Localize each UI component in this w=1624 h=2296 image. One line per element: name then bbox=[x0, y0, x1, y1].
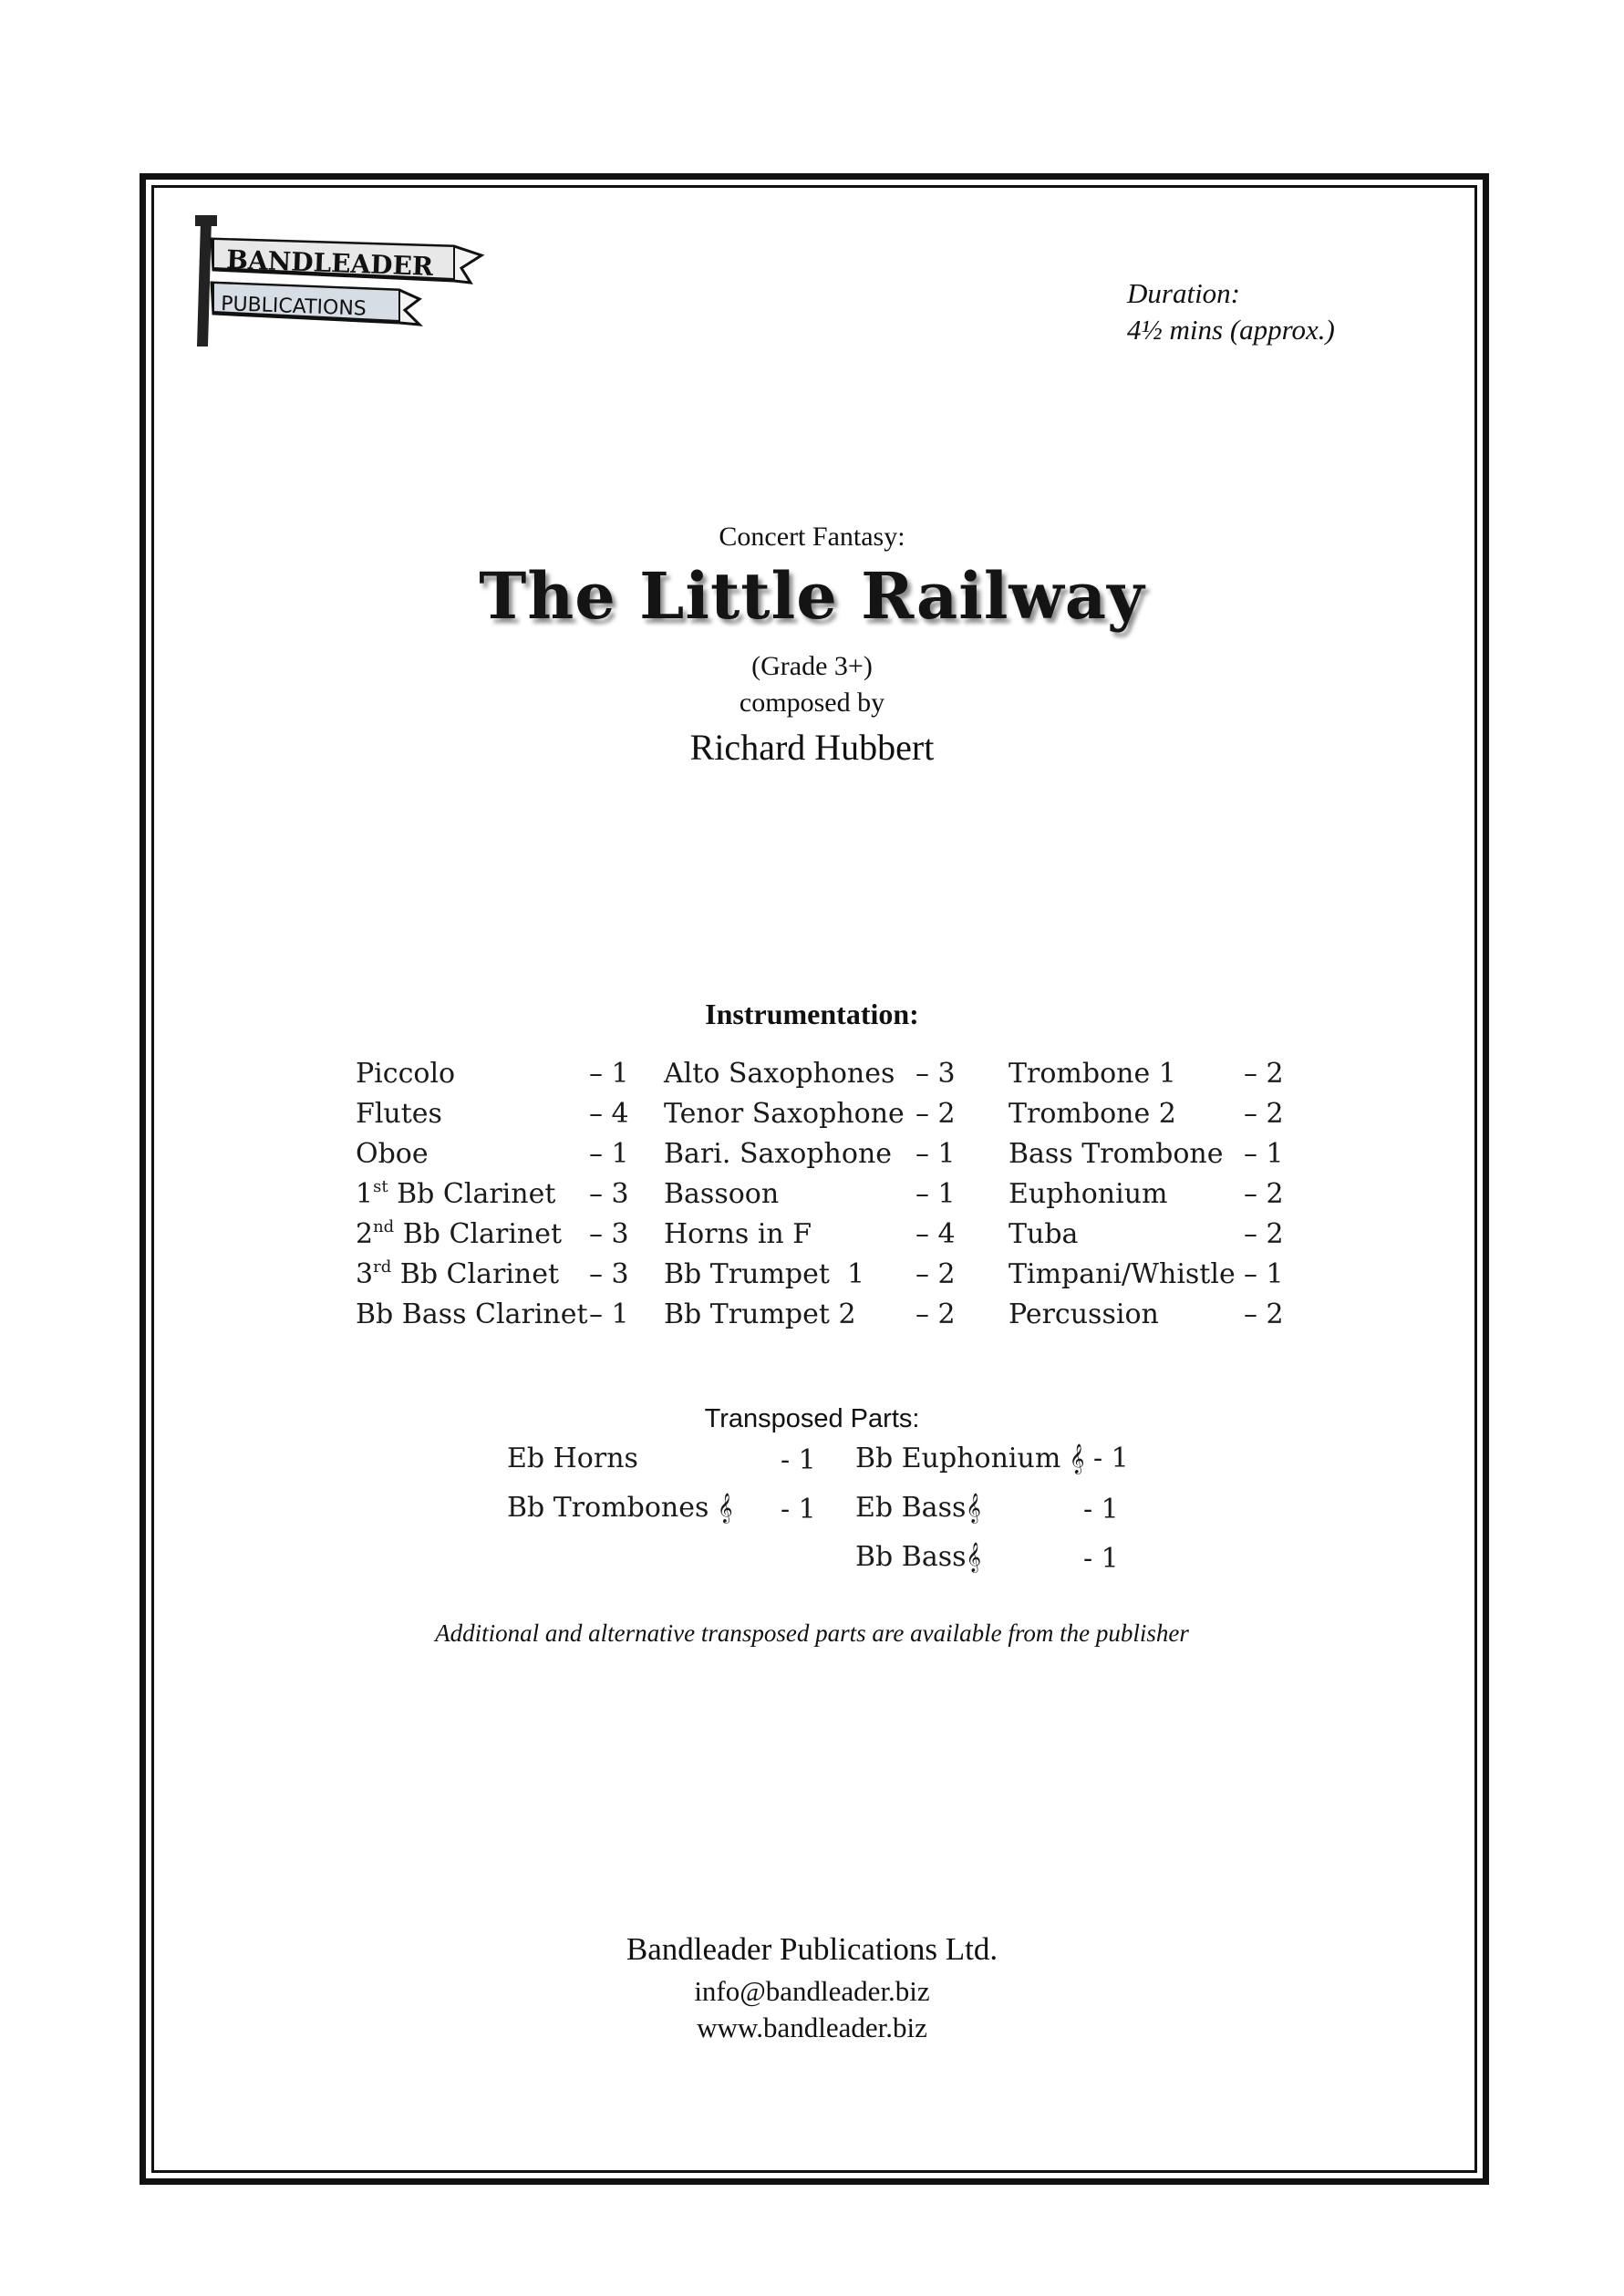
instrument-row bbox=[1009, 1295, 1291, 1335]
logo-line1: BANDLEADER bbox=[225, 244, 434, 282]
instrument-name: Bass Trombone bbox=[1009, 1138, 1224, 1170]
instrument-count: – 2 bbox=[1244, 1218, 1284, 1250]
instrument-count: – 3 bbox=[589, 1178, 629, 1210]
instrument-name: Tuba bbox=[1009, 1218, 1079, 1250]
instrumentation-column-2 bbox=[664, 1054, 983, 1335]
transposed-name: Eb Horns bbox=[507, 1443, 638, 1474]
instrument-count: – 3 bbox=[589, 1258, 629, 1290]
instrument-name: Flutes bbox=[356, 1098, 442, 1130]
transposed-heading: Transposed Parts: bbox=[704, 1404, 920, 1433]
instrument-row bbox=[1009, 1215, 1291, 1255]
ordinal-suffix: nd bbox=[373, 1217, 395, 1236]
instrument-count: – 2 bbox=[1244, 1298, 1284, 1330]
instrument-name: Euphonium bbox=[1009, 1178, 1168, 1210]
instrument-count: – 3 bbox=[589, 1218, 629, 1250]
instrument-row bbox=[356, 1174, 638, 1215]
instrument-count: – 2 bbox=[915, 1258, 956, 1290]
instrument-row bbox=[664, 1094, 983, 1134]
instrument-name: Timpani/Whistle bbox=[1009, 1258, 1236, 1290]
transposed-row bbox=[507, 1441, 638, 1477]
ordinal-suffix: st bbox=[373, 1177, 388, 1196]
instrument-row bbox=[356, 1295, 638, 1335]
transposed-count: - 1 bbox=[781, 1444, 816, 1476]
instrument-name bbox=[356, 1255, 559, 1295]
instrument-row bbox=[664, 1134, 983, 1174]
instrument-name: Piccolo bbox=[356, 1058, 456, 1090]
instrument-row bbox=[1009, 1134, 1291, 1174]
logo-line2: PUBLICATIONS bbox=[220, 293, 367, 321]
instrument-name: Bari. Saxophone bbox=[664, 1138, 893, 1170]
instrument-name bbox=[356, 1174, 555, 1215]
instrument-count: – 1 bbox=[1244, 1138, 1284, 1170]
ordinal: 3 bbox=[356, 1258, 374, 1290]
transposed-row bbox=[855, 1539, 981, 1576]
ordinal: 2 bbox=[356, 1218, 374, 1250]
instrument-count: – 1 bbox=[915, 1178, 956, 1210]
instrument-count: – 4 bbox=[589, 1098, 629, 1130]
transposed-name: Eb Bass bbox=[855, 1492, 967, 1524]
instrument-name: Alto Saxophones bbox=[664, 1058, 895, 1090]
instrument-count: – 1 bbox=[589, 1138, 629, 1170]
instrument-count: – 1 bbox=[589, 1058, 629, 1090]
transposed-row bbox=[855, 1490, 981, 1526]
instrument-row bbox=[1009, 1094, 1291, 1134]
composer-name: Richard Hubbert bbox=[689, 727, 935, 768]
transposed-name: Bb Trombones bbox=[507, 1492, 709, 1524]
publisher-name: Bandleader Publications Ltd. bbox=[626, 1931, 998, 1967]
instrument-name: Trombone 2 bbox=[1009, 1098, 1176, 1130]
duration-label: Duration: bbox=[1127, 277, 1240, 309]
subtitle: Concert Fantasy: bbox=[719, 522, 905, 552]
treble-clef-icon: 𝄞 bbox=[966, 1542, 982, 1572]
instrument-count: – 4 bbox=[915, 1218, 956, 1250]
ordinal-suffix: rd bbox=[373, 1257, 392, 1277]
instrument-row bbox=[1009, 1054, 1291, 1094]
instrumentation-column-3 bbox=[1009, 1054, 1291, 1335]
composed-by: composed by bbox=[739, 688, 885, 718]
instrument-row bbox=[356, 1215, 638, 1255]
instrument-row bbox=[356, 1054, 638, 1094]
instrument-row bbox=[356, 1255, 638, 1295]
transposed-row bbox=[855, 1441, 1129, 1477]
instrument-row bbox=[1009, 1174, 1291, 1215]
instrument-row bbox=[664, 1054, 983, 1094]
instrument-row bbox=[1009, 1255, 1291, 1295]
instrument-name-rest: Bb Clarinet bbox=[388, 1178, 556, 1210]
transposed-count: - 1 bbox=[1083, 1494, 1119, 1525]
instrumentation-heading: Instrumentation: bbox=[705, 998, 919, 1030]
instrument-name: Oboe bbox=[356, 1138, 429, 1170]
instrument-count: – 3 bbox=[915, 1058, 956, 1090]
instrument-name-rest: Bb Clarinet bbox=[391, 1258, 560, 1290]
instrument-count: – 2 bbox=[1244, 1058, 1284, 1090]
treble-clef-icon: 𝄞 bbox=[966, 1493, 981, 1523]
instrument-name: Percussion bbox=[1009, 1298, 1159, 1330]
duration-block bbox=[1127, 275, 1401, 348]
publisher-website: www.bandleader.biz bbox=[697, 2012, 927, 2043]
instrument-name: Tenor Saxophone bbox=[664, 1098, 905, 1130]
instrumentation-table bbox=[0, 1054, 1624, 1346]
transposed-count: - 1 bbox=[1083, 1543, 1119, 1575]
instrument-name-rest: Bb Clarinet bbox=[394, 1218, 563, 1250]
instrumentation-column-1 bbox=[356, 1054, 638, 1335]
instrument-name: Horns in F bbox=[664, 1218, 812, 1250]
transposed-count: - 1 bbox=[781, 1494, 816, 1525]
treble-clef-icon: 𝄞 bbox=[1069, 1443, 1085, 1474]
transposed-row bbox=[507, 1490, 733, 1526]
instrument-row bbox=[664, 1174, 983, 1215]
instrument-count: – 2 bbox=[1244, 1178, 1284, 1210]
grade: (Grade 3+) bbox=[751, 651, 873, 681]
instrument-count: – 1 bbox=[589, 1298, 629, 1330]
duration-value: 4½ mins (approx.) bbox=[1127, 314, 1335, 346]
instrument-count: – 2 bbox=[915, 1298, 956, 1330]
transposed-name: Bb Euphonium bbox=[855, 1443, 1061, 1474]
bandleader-logo bbox=[181, 212, 491, 348]
instrument-name bbox=[356, 1215, 562, 1255]
instrument-name: Bb Trumpet 2 bbox=[664, 1298, 856, 1330]
instrument-row bbox=[356, 1094, 638, 1134]
transposed-name: Bb Bass bbox=[855, 1541, 967, 1573]
transposed-count: - 1 bbox=[1092, 1443, 1129, 1474]
instrument-name: Bb Trumpet 1 bbox=[664, 1258, 865, 1290]
instrument-row bbox=[664, 1215, 983, 1255]
instrument-name: Trombone 1 bbox=[1009, 1058, 1176, 1090]
page-title: The Little Railway bbox=[479, 558, 1145, 634]
ordinal: 1 bbox=[356, 1178, 374, 1210]
publisher-email: info@bandleader.biz bbox=[694, 1975, 930, 2007]
instrument-row bbox=[356, 1134, 638, 1174]
footnote: Additional and alternative transposed parts are available from the publisher bbox=[435, 1619, 1189, 1647]
treble-clef-icon: 𝄞 bbox=[717, 1493, 733, 1523]
instrument-name: Bassoon bbox=[664, 1178, 780, 1210]
instrument-count: – 1 bbox=[915, 1138, 956, 1170]
instrument-count: – 1 bbox=[1244, 1258, 1284, 1290]
instrument-row bbox=[664, 1295, 983, 1335]
instrument-count: – 2 bbox=[915, 1098, 956, 1130]
instrument-name: Bb Bass Clarinet bbox=[356, 1298, 588, 1330]
instrument-count: – 2 bbox=[1244, 1098, 1284, 1130]
instrument-row bbox=[664, 1255, 983, 1295]
